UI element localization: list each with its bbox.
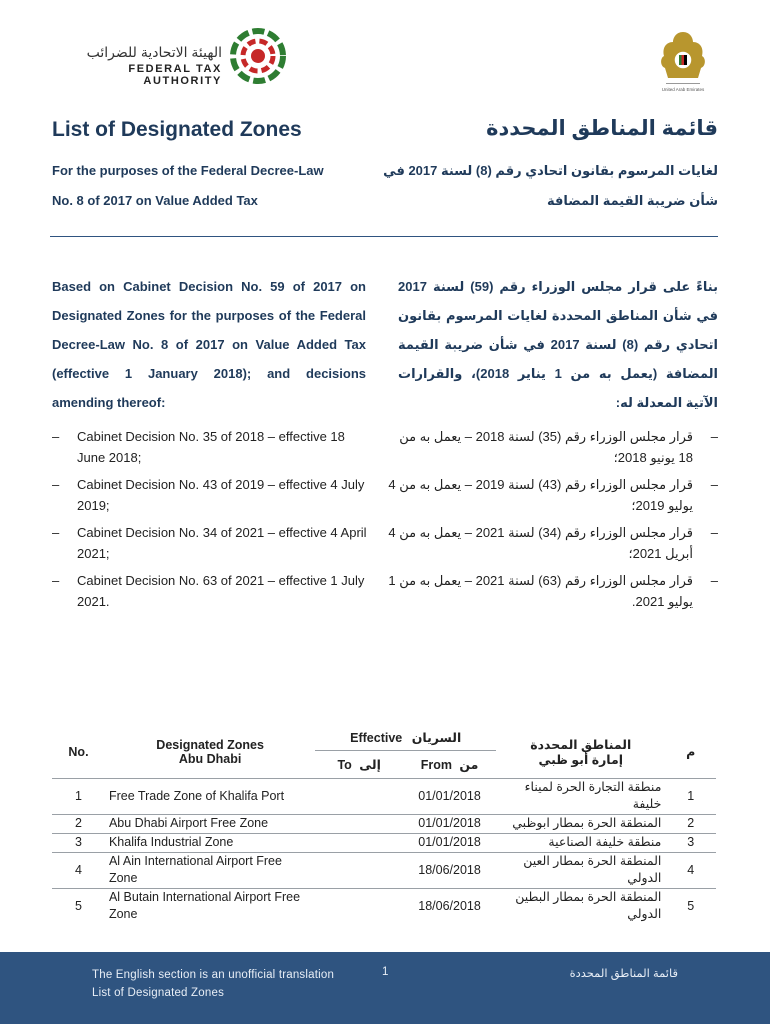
decisions-list-en xyxy=(52,426,368,618)
zone-name-ar: المنطقة الحرة بمطار العين الدولي xyxy=(496,852,665,888)
decision-text-ar: قرار مجلس الوزراء رقم (43) لسنة 2019 – يعمل به من 4 يوليو 2019؛ xyxy=(388,477,693,513)
row-number: 4 xyxy=(52,852,105,888)
header-no-ar: م xyxy=(686,745,696,760)
header-effective-ar: السريان xyxy=(411,731,462,746)
zone-from-date: 01/01/2018 xyxy=(403,833,496,852)
list-item xyxy=(52,474,368,522)
dash-bullet: – xyxy=(52,573,60,588)
zone-to-date xyxy=(315,833,403,852)
table-row xyxy=(52,888,716,924)
dash-bullet: – xyxy=(710,477,718,492)
dash-bullet: – xyxy=(710,525,718,540)
table-row xyxy=(52,833,716,852)
decisions-list-ar xyxy=(388,426,718,618)
page-title-en: List of Designated Zones xyxy=(52,118,302,141)
subtitle-ar xyxy=(378,156,718,216)
fta-english-name: FEDERAL TAX AUTHORITY xyxy=(128,63,222,87)
row-number-ar: 5 xyxy=(665,888,716,924)
zone-to-date xyxy=(315,852,403,888)
zone-name-ar: منطقة التجارة الحرة لميناء خليفة xyxy=(496,778,665,814)
zone-from-date: 18/06/2018 xyxy=(403,888,496,924)
header-zones-title-ar: المناطق المحددة xyxy=(530,737,632,752)
dash-bullet: – xyxy=(710,573,718,588)
footer-doc-name: List of Designated Zones xyxy=(92,987,225,999)
header-zones-ar xyxy=(496,726,665,778)
zone-name-en: Al Ain International Airport Free Zone xyxy=(105,852,315,888)
list-item xyxy=(52,570,368,618)
row-number-ar: 3 xyxy=(665,833,716,852)
row-number: 2 xyxy=(52,814,105,833)
zone-name-ar: المنطقة الحرة بمطار البطين الدولي xyxy=(496,888,665,924)
section-divider xyxy=(50,236,718,237)
table-header-row xyxy=(52,726,716,750)
subtitle-ar-line1: لغايات المرسوم بقانون اتحادي رقم (8) لسنة 2017 في xyxy=(383,163,718,178)
header-zones-en xyxy=(105,726,315,778)
decision-text-en: Cabinet Decision No. 34 of 2021 – effective 4 April 2021; xyxy=(77,525,367,561)
row-number: 3 xyxy=(52,833,105,852)
header-to-en: To xyxy=(337,757,352,772)
footer-doc-name-ar: قائمة المناطق المحددة xyxy=(569,968,678,980)
subtitle-ar-line2: شأن ضريبة القيمة المضافة xyxy=(546,193,718,208)
header-from-en: From xyxy=(420,757,452,772)
subtitle-en-line2: No. 8 of 2017 on Value Added Tax xyxy=(52,193,258,208)
page-footer xyxy=(0,952,770,1024)
subtitle-en-line1: For the purposes of the Federal Decree-Law xyxy=(52,163,324,178)
zone-name-en: Free Trade Zone of Khalifa Port xyxy=(105,778,315,814)
list-item xyxy=(388,474,718,522)
dash-bullet: – xyxy=(710,429,718,444)
zone-to-date xyxy=(315,814,403,833)
list-item xyxy=(388,570,718,618)
zone-name-ar: منطقة خليفة الصناعية xyxy=(496,833,665,852)
row-number-ar: 1 xyxy=(665,778,716,814)
row-number: 1 xyxy=(52,778,105,814)
header-no-en: No. xyxy=(68,744,89,759)
zone-to-date xyxy=(315,888,403,924)
intro-paragraph-en: Based on Cabinet Decision No. 59 of 2017 on Designated Zones for the purposes of the Federal Decree-Law No. 8 of 2017 on Value Added Tax (effective 1 January 2018); and decisions amending thereof: xyxy=(52,279,366,410)
designated-zones-table xyxy=(52,726,716,924)
fta-emblem-icon xyxy=(230,28,286,84)
decision-text-ar: قرار مجلس الوزراء رقم (34) لسنة 2021 – يعمل به من 4 أبريل 2021؛ xyxy=(388,525,693,561)
fta-logo xyxy=(52,28,292,88)
dash-bullet: – xyxy=(52,429,60,444)
header-effective-en: Effective xyxy=(350,731,403,746)
header-to xyxy=(315,750,403,778)
decision-text-en: Cabinet Decision No. 35 of 2018 – effective 18 June 2018; xyxy=(77,429,345,465)
header-from xyxy=(403,750,496,778)
header-zones-title-en: Designated Zones xyxy=(156,737,264,752)
table-row xyxy=(52,778,716,814)
decision-text-ar: قرار مجلس الوزراء رقم (35) لسنة 2018 – يعمل به من 18 يونيو 2018؛ xyxy=(399,429,693,465)
page-title-ar: قائمة المناطق المحددة xyxy=(486,117,718,140)
header-emirate-en: Abu Dhabi xyxy=(178,751,242,766)
row-number-ar: 2 xyxy=(665,814,716,833)
intro-paragraph-ar: بناءً على قرار مجلس الوزراء رقم (59) لسنة 2017 في شأن المناطق المحددة لغايات المرسوم بقانون اتحادي رقم (8) لسنة 2017 في شأن ضريبة القيمة المضافة (يعمل به من 1 يناير 2018)، والقرارات الآتية المعدلة له: xyxy=(398,279,719,410)
zone-from-date: 01/01/2018 xyxy=(403,814,496,833)
fta-arabic-name: الهيئة الاتحادية للضرائب xyxy=(86,44,222,60)
header-effective xyxy=(315,726,496,750)
list-item xyxy=(388,426,718,474)
decision-text-en: Cabinet Decision No. 63 of 2021 – effective 1 July 2021. xyxy=(77,573,365,609)
subtitle-en xyxy=(52,156,382,216)
table-row xyxy=(52,814,716,833)
header-to-ar: إلى xyxy=(359,757,381,772)
zone-name-en: Al Butain International Airport Free Zone xyxy=(105,888,315,924)
list-item xyxy=(52,522,368,570)
row-number-ar: 4 xyxy=(665,852,716,888)
header-from-ar: من xyxy=(459,757,479,772)
decision-text-ar: قرار مجلس الوزراء رقم (63) لسنة 2021 – يعمل به من 1 يوليو 2021. xyxy=(388,573,693,609)
page-number: 1 xyxy=(382,966,389,978)
zone-to-date xyxy=(315,778,403,814)
decision-text-en: Cabinet Decision No. 43 of 2019 – effective 4 July 2019; xyxy=(77,477,365,513)
zone-name-ar: المنطقة الحرة بمطار ابوظبي xyxy=(496,814,665,833)
dash-bullet: – xyxy=(52,477,60,492)
table-row xyxy=(52,852,716,888)
footer-translation-note: The English section is an unofficial translation xyxy=(92,969,335,981)
zone-from-date: 18/06/2018 xyxy=(403,852,496,888)
zone-name-en: Khalifa Industrial Zone xyxy=(105,833,315,852)
row-number: 5 xyxy=(52,888,105,924)
header-emirate-ar: إمارة أبو ظبي xyxy=(538,752,624,767)
zone-from-date: 01/01/2018 xyxy=(403,778,496,814)
zone-name-en: Abu Dhabi Airport Free Zone xyxy=(105,814,315,833)
emblem-caption: United Arab Emirates xyxy=(661,87,705,92)
list-item xyxy=(52,426,368,474)
dash-bullet: – xyxy=(52,525,60,540)
uae-emblem-icon xyxy=(656,28,710,94)
footer-english xyxy=(92,966,334,1002)
list-item xyxy=(388,522,718,570)
